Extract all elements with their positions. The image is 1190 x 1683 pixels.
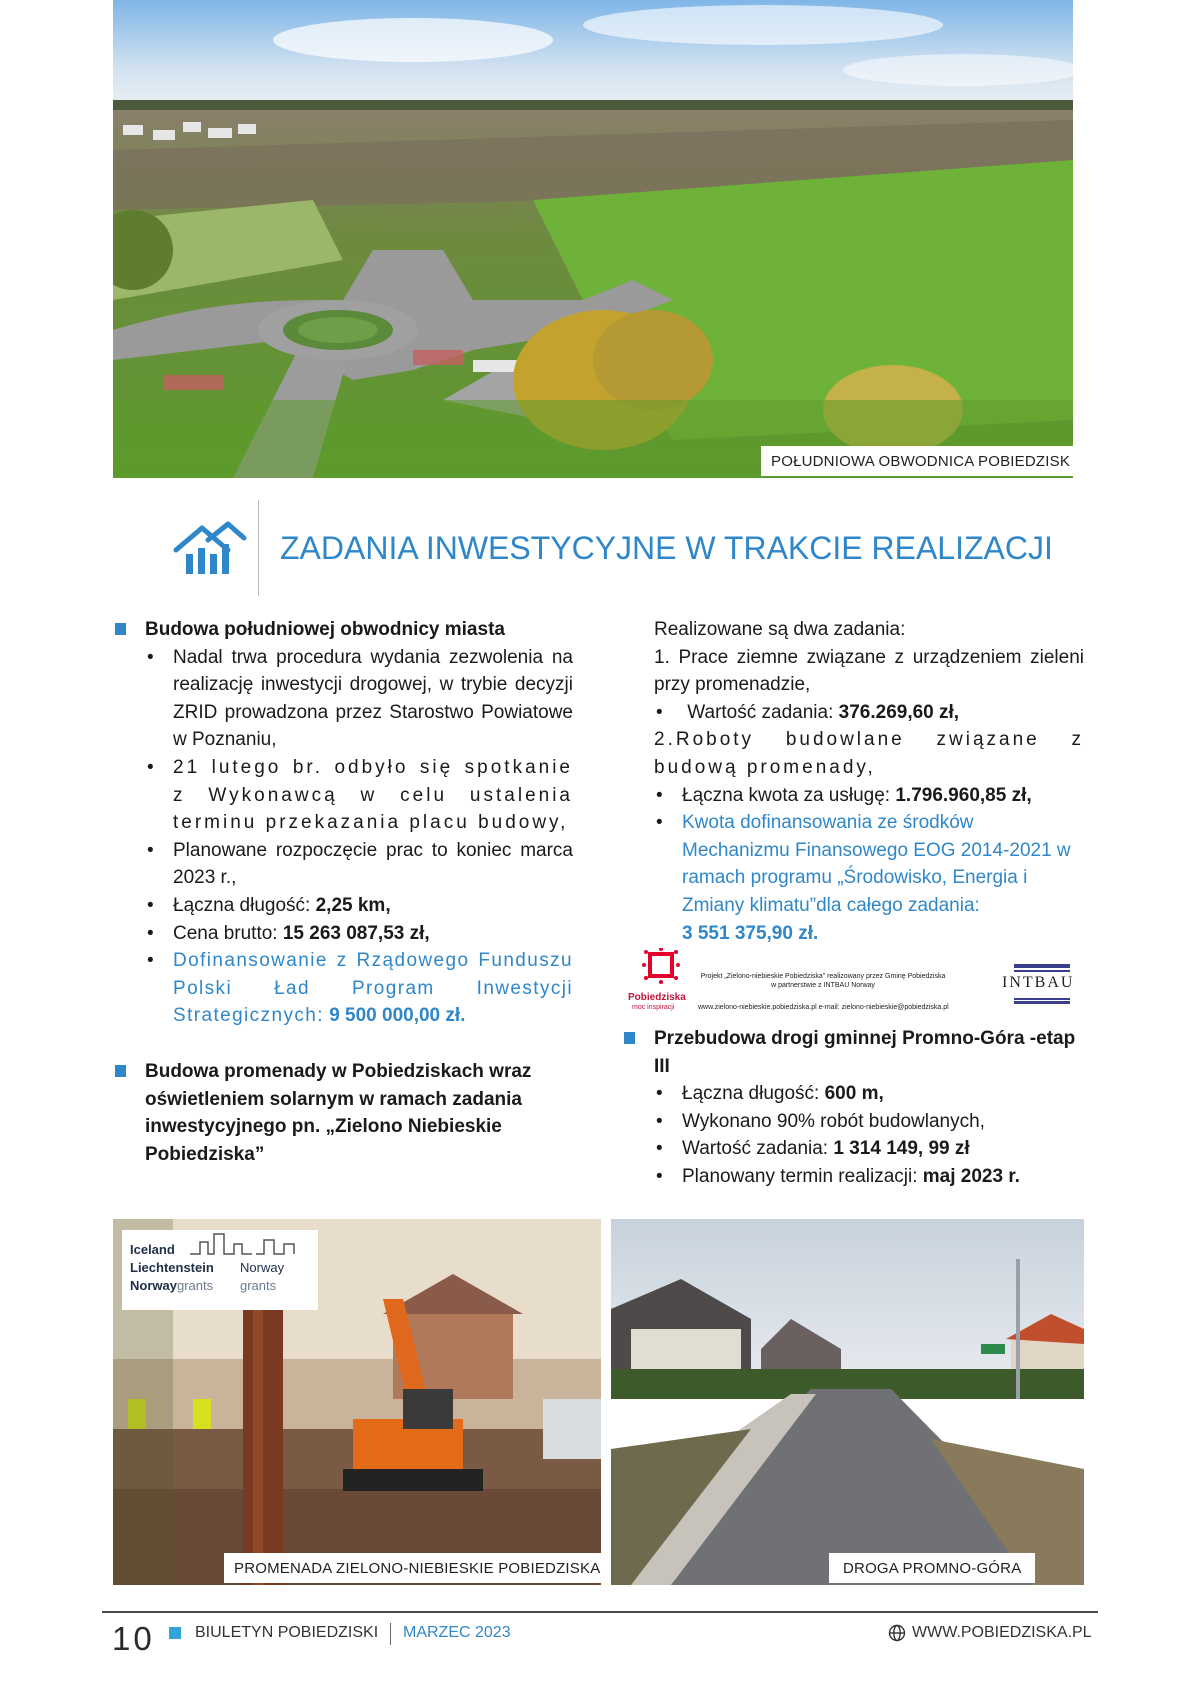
list-item: • Planowane rozpoczęcie prac to koniec marca 2023 r., (145, 837, 573, 892)
list-item: • Nadal trwa procedura wydania zezwolenia na realizację inwestycji drogowej, w trybie decyzji ZRID prowadzona przez Starostwo Powiatowe w Poznaniu, (145, 644, 573, 754)
grants-iceland-text: Iceland (130, 1242, 175, 1257)
top-photo-roundabout (113, 0, 1073, 478)
grants-norway-text: Norway (240, 1260, 285, 1275)
footer-square-marker (169, 1627, 181, 1639)
blue-square-marker (115, 1065, 126, 1077)
project-urls: www.zielono-niebieskie.pobiedziska.pl e-mail: zielono-niebieskie@pobiedziska.pl (698, 1004, 949, 1011)
house-growth-icon (172, 520, 248, 576)
list-item: • Wykonano 90% robót budowlanych, (654, 1108, 1092, 1136)
list-item-funding: • Dofinansowanie z Rządowego Funduszu Polski Ład Program Inwestycji Strategicznych: 9 500 000,00 zł. (145, 947, 573, 1030)
project-description: Projekt „Zielono-niebieskie Pobiedziska” realizowany przez Gminę Pobiedziska w partnerstwie z INTBAU Norway (700, 973, 946, 989)
footer-rule (102, 1611, 1098, 1613)
task-2-list (654, 782, 1084, 948)
pobiedziska-logo-tagline: moc inspiracji (632, 1004, 675, 1011)
grants-skyline-icon (190, 1230, 300, 1260)
grants-liechtenstein-text: Liechtenstein (130, 1260, 214, 1275)
pobiedziska-logo-name: Pobiedziska (628, 992, 686, 1003)
list-item-eog-funding: • Kwota dofinansowania ze środków Mechanizmu Finansowego EOG 2014-2021 w ramach programu „Środowisko, Energia i Zmiany klimatu”dla całego zadania: 3 551 375,90 zł. (654, 809, 1084, 947)
list-item: • Planowany termin realizacji: maj 2023 r. (654, 1163, 1092, 1191)
promno-gora-bullet-list (622, 1080, 1092, 1190)
promno-gora-road-photo (611, 1219, 1084, 1585)
task-2: 2.Roboty budowlane związane z budową promenady, (654, 729, 1084, 778)
list-item: • Wartość zadania: 376.269,60 zł, (654, 699, 1084, 727)
promno-gora-section (622, 1025, 1092, 1191)
intbau-logo-text: INTBAU (1002, 974, 1075, 991)
page-number: 10 (112, 1620, 155, 1657)
list-item: • Wartość zadania: 1 314 149, 99 zł (654, 1135, 1092, 1163)
publication-name: BIULETYN POBIEDZISKI (195, 1624, 379, 1641)
top-photo-caption: POŁUDNIOWA OBWODNICA POBIEDZISK (761, 446, 1080, 476)
road-photo-caption: DROGA PROMNO-GÓRA (829, 1553, 1035, 1583)
left-column (113, 616, 573, 1168)
publication-date: MARZEC 2023 (403, 1624, 511, 1641)
heading-divider (258, 500, 259, 596)
section-promenade-title: Budowa promenady w Pobiedziskach wraz oświetleniem solarnym w ramach zadania inwestycyjnego pn. „Zielono Niebieskie Pobiedziska” (113, 1058, 573, 1168)
promenade-photo-caption: PROMENADA ZIELONO-NIEBIESKIE POBIEDZISKA (224, 1553, 610, 1583)
list-item: • Cena brutto: 15 263 087,53 zł, (145, 920, 573, 948)
task-1: 1. Prace ziemne związane z urządzeniem zieleni przy promenadzie, (654, 646, 1084, 696)
list-item: • Łączna długość: 600 m, (654, 1080, 1092, 1108)
grants-grants-text: grants (240, 1278, 277, 1293)
list-item: • Łączna kwota za usługę: 1.796.960,85 zł, (654, 782, 1084, 810)
tasks-intro: Realizowane są dwa zadania: (654, 619, 906, 640)
website-link[interactable]: WWW.POBIEDZISKA.PL (912, 1624, 1092, 1641)
task-1-list (654, 699, 1084, 727)
blue-square-marker (115, 623, 126, 635)
globe-icon (888, 1624, 906, 1642)
section-heading: ZADANIA INWESTYCYJNE W TRAKCIE REALIZACJI (280, 530, 1053, 566)
project-sponsor-strip (628, 948, 1084, 1014)
section-promno-gora-title: Przebudowa drogi gminnej Promno-Góra -etap III (622, 1025, 1092, 1080)
grants-norway-grants-text: Norwaygrants (130, 1278, 214, 1293)
iceland-liechtenstein-norway-grants-logo (122, 1230, 318, 1310)
footer-separator (390, 1623, 391, 1645)
right-column (654, 616, 1084, 947)
blue-square-marker (624, 1032, 635, 1044)
list-item: • 21 lutego br. odbyło się spotkanie z Wykonawcą w celu ustalenia terminu przekazania placu budowy, (145, 754, 573, 837)
list-item: • Łączna długość: 2,25 km, (145, 892, 573, 920)
bypass-bullet-list (113, 644, 573, 1030)
section-bypass-title: Budowa południowej obwodnicy miasta (113, 616, 573, 644)
